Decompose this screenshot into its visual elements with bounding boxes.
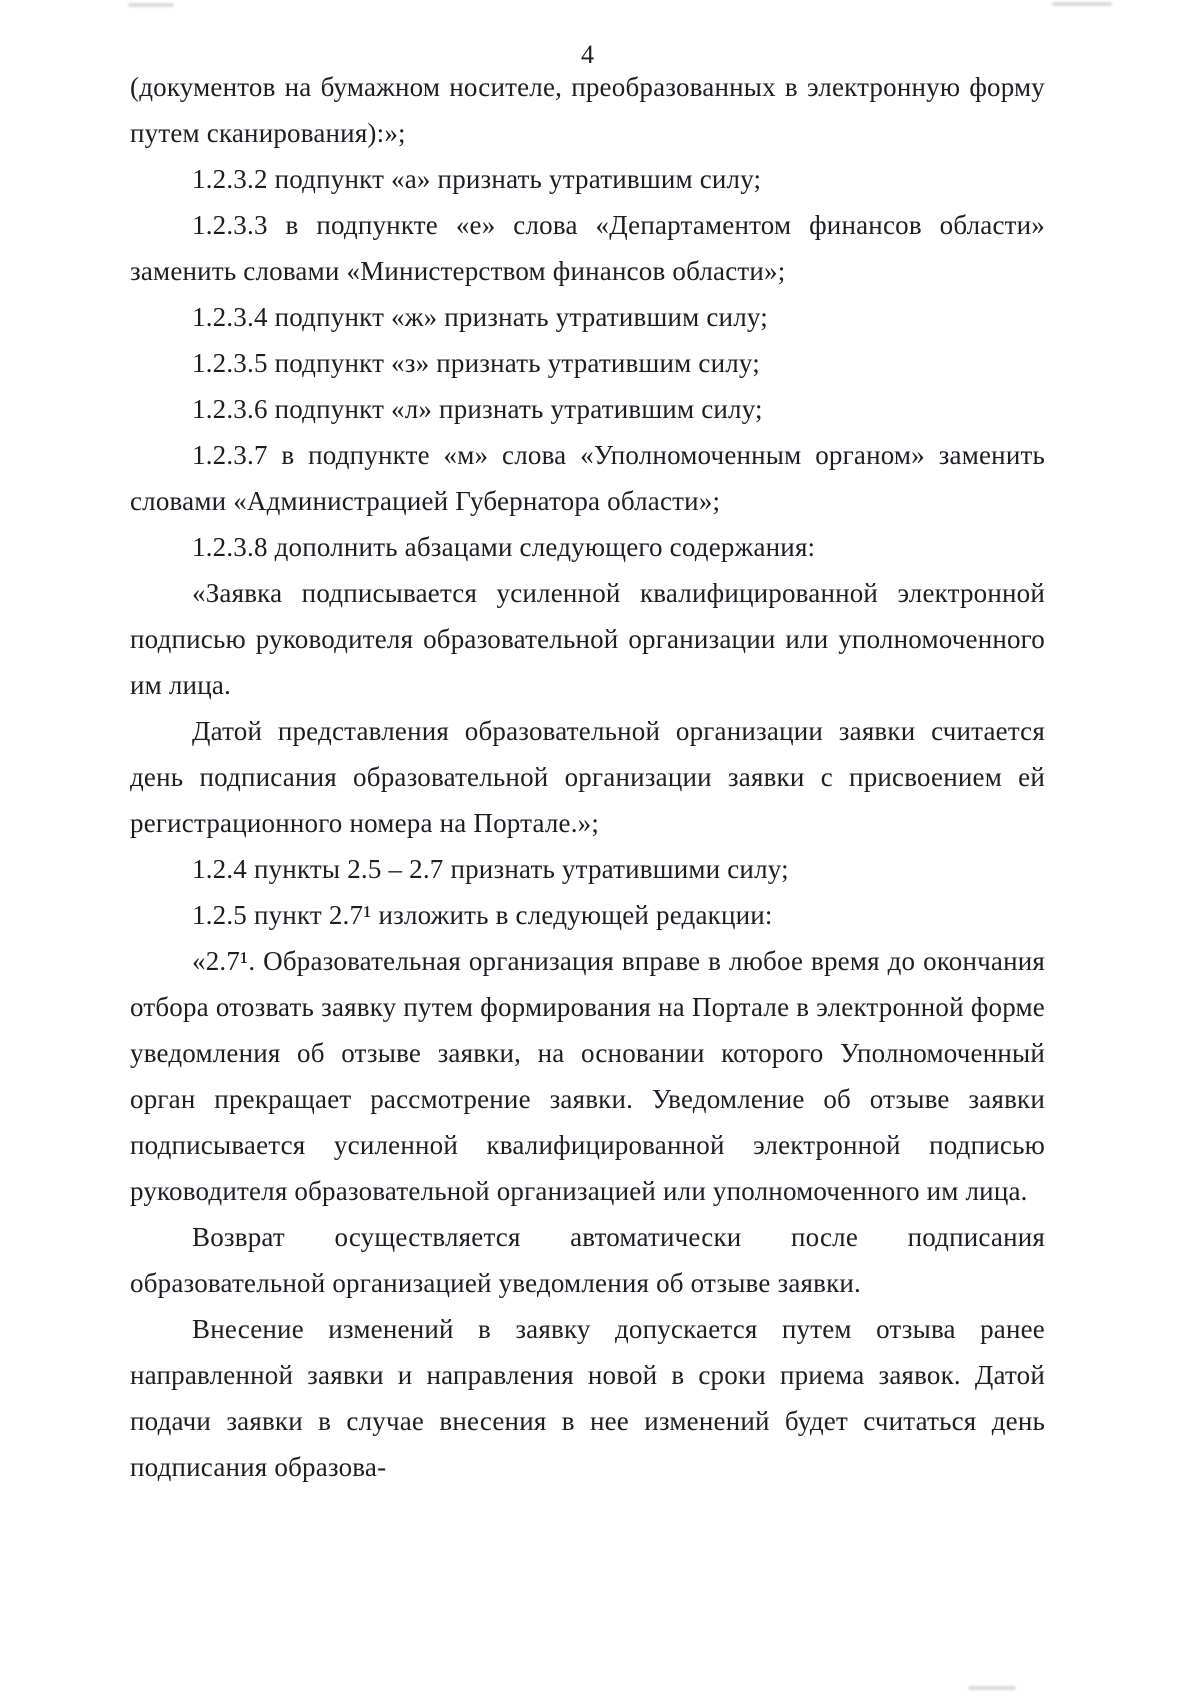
paragraph: Внесение изменений в заявку допускается путем отзыва ранее направленной заявки и направления новой в сроки приема заявок. Датой подачи заявки в случае внесения в нее изменений будет считаться день подписания образова- (130, 1314, 1045, 1482)
scan-artifact (1052, 2, 1112, 6)
paragraph: 1.2.4 пункты 2.5 – 2.7 признать утратившими силу; (192, 854, 789, 884)
document-body (130, 64, 1045, 1490)
paragraph: Датой представления образовательной организации заявки считается день подписания образовательной организации заявки с присвоением ей регистрационного номера на Портале.»; (130, 716, 1045, 838)
paragraph: «Заявка подписывается усиленной квалифицированной электронной подписью руководителя образовательной организации или уполномоченного им лица. (130, 578, 1045, 700)
paragraph: 1.2.5 пункт 2.7¹ изложить в следующей редакции: (192, 900, 773, 930)
paragraph: (документов на бумажном носителе, преобразованных в электронную форму путем сканирования):»; (130, 72, 1045, 148)
paragraph: 1.2.3.8 дополнить абзацами следующего содержания: (192, 532, 816, 562)
paragraph: Возврат осуществляется автоматически после подписания образовательной организацией уведомления об отзыве заявки. (130, 1222, 1045, 1298)
paragraph: 1.2.3.6 подпункт «л» признать утратившим силу; (192, 394, 763, 424)
paragraph: 1.2.3.2 подпункт «а» признать утратившим силу; (192, 164, 762, 194)
paragraph: 1.2.3.4 подпункт «ж» признать утратившим силу; (192, 302, 768, 332)
paragraph: 1.2.3.3 в подпункте «е» слова «Департаментом финансов области» заменить словами «Министерством финансов области»; (130, 210, 1045, 286)
scan-artifact (128, 3, 174, 7)
scan-artifact (968, 1686, 1016, 1690)
paragraph: 1.2.3.5 подпункт «з» признать утратившим силу; (192, 348, 760, 378)
paragraph: «2.7¹. Образовательная организация вправе в любое время до окончания отбора отозвать заявку путем формирования на Портале в электронной форме уведомления об отзыве заявки, на основании которого Уполномоченный орган прекращает рассмотрение заявки. Уведомление об отзыве заявки подписывается усиленной квалифицированной электронной подписью руководителя образовательной организацией или уполномоченного им лица. (130, 946, 1045, 1206)
page-number: 4 (581, 40, 594, 69)
paragraph: 1.2.3.7 в подпункте «м» слова «Уполномоченным органом» заменить словами «Администрацией Губернатора области»; (130, 440, 1045, 516)
